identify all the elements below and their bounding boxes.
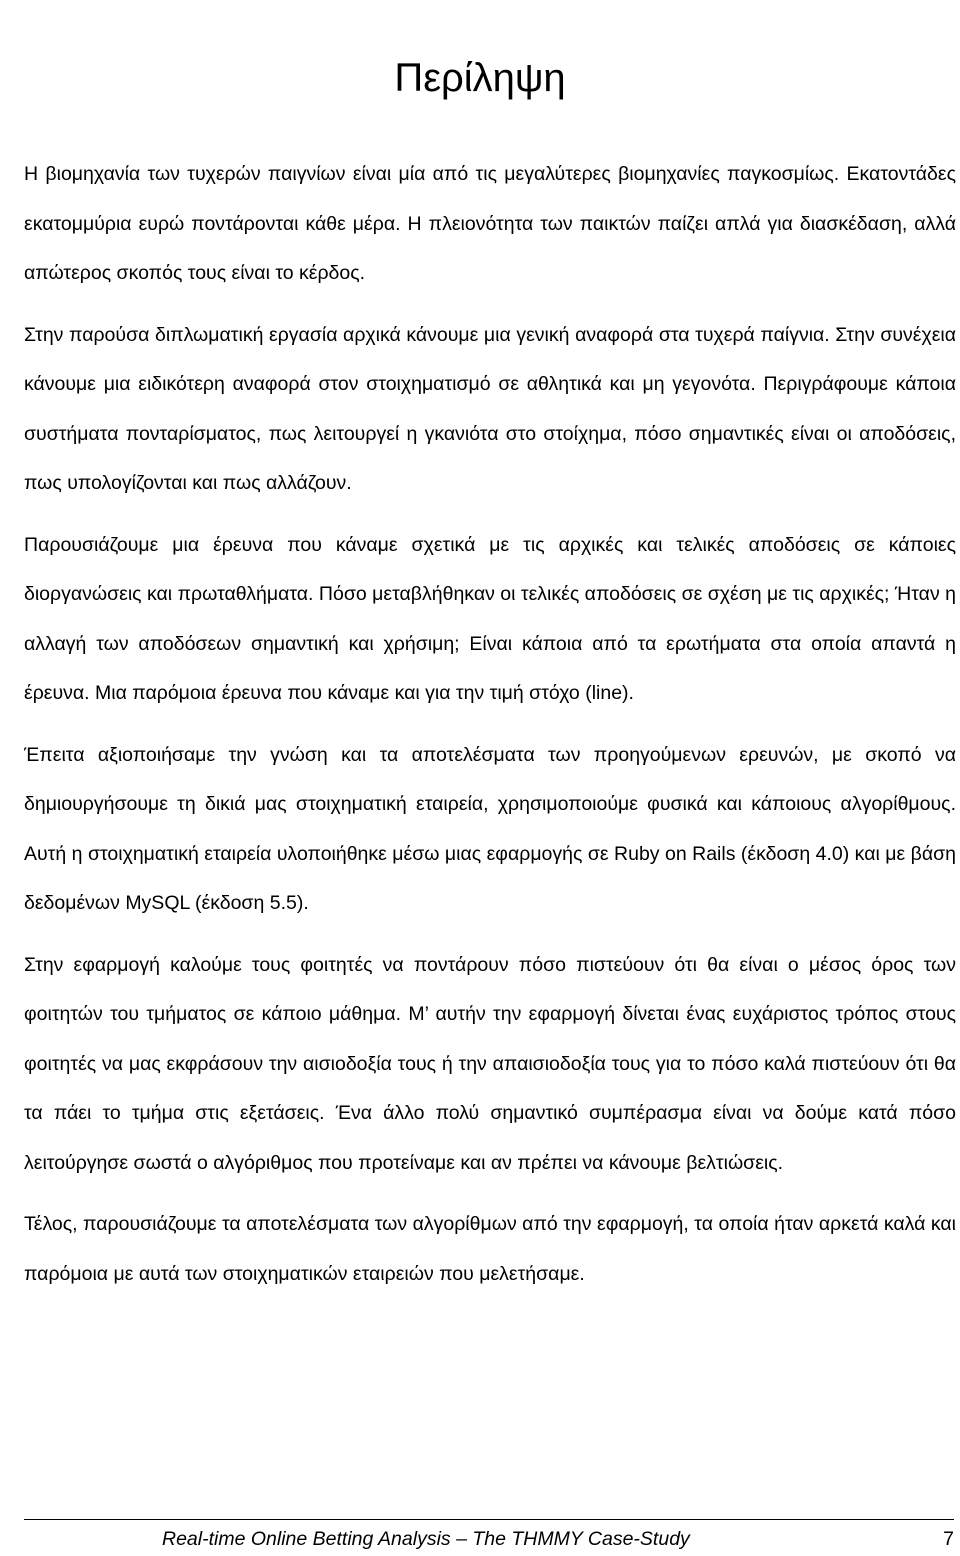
footer-divider (24, 1519, 954, 1520)
paragraph: Στην παρούσα διπλωματική εργασία αρχικά κάνουμε μια γενική αναφορά στα τυχερά παίγνια. Στην συνέχεια κάνουμε μια ειδικότερη αναφορά στον στοιχηματισμό σε αθλητικά και μη γεγονότα. Περιγράφουμε κάποια συστήματα πονταρίσματος, πως λειτουργεί η γκανιότα στο στοίχημα, πόσο σημαντικές είναι οι αποδόσεις, πως υπολογίζονται και πως αλλάζουν. (24, 323, 956, 494)
paragraph: Τέλος, παρουσιάζουμε τα αποτελέσματα των αλγορίθμων από την εφαρμογή, τα οποία ήταν αρκετά καλά και παρόμοια με αυτά των στοιχηματικών εταιρειών που μελετήσαμε. (24, 1213, 956, 1285)
page-footer (24, 1524, 954, 1554)
paragraph: Στην εφαρμογή καλούμε τους φοιτητές να ποντάρουν πόσο πιστεύουν ότι θα είναι ο μέσος όρος των φοιτητών του τμήματος σε κάποιο μάθημα. Μ’ αυτήν την εφαρμογή δίνεται ένας ευχάριστος τρόπος στους φοιτητές να μας εκφράσουν την αισιοδοξία τους ή την απαισιοδοξία τους για το πόσο καλά πιστεύουν ότι θα τα πάει το τμήμα στις εξετάσεις. Ένα άλλο πολύ σημαντικό συμπέρασμα είναι να δούμε κατά πόσο λειτούργησε σωστά ο αλγόριθμος που προτείναμε και αν πρέπει να κάνουμε βελτιώσεις. (24, 953, 956, 1174)
page-number: 7 (943, 1528, 954, 1550)
page-title: Περίληψη (394, 56, 566, 100)
paragraph: Η βιομηχανία των τυχερών παιγνίων είναι μία από τις μεγαλύτερες βιομηχανίες παγκοσμίως. Εκατοντάδες εκατομμύρια ευρώ ποντάρονται κάθε μέρα. Η πλειονότητα των παικτών παίζει απλά για διασκέδαση, αλλά απώτερος σκοπός τους είναι το κέρδος. (24, 163, 956, 284)
paragraph: Παρουσιάζουμε μια έρευνα που κάναμε σχετικά με τις αρχικές και τελικές αποδόσεις σε κάποιες διοργανώσεις και πρωταθλήματα. Πόσο μεταβλήθηκαν οι τελικές αποδόσεις σε σχέση με τις αρχικές; Ήταν η αλλαγή των αποδόσεων σημαντική και χρήσιμη; Είναι κάποια από τα ερωτήματα στα οποία απαντά η έρευνα. Μια παρόμοια έρευνα που κάναμε και για την τιμή στόχο (line). (24, 533, 956, 704)
paragraph: Έπειτα αξιοποιήσαμε την γνώση και τα αποτελέσματα των προηγούμενων ερευνών, με σκοπό να δημιουργήσουμε τη δικιά μας στοιχηματική εταιρεία, χρησιμοποιούμε φυσικά και κάποιους αλγορίθμους. Αυτή η στοιχηματική εταιρεία υλοποιήθηκε μέσω μιας εφαρμογής σε Ruby on Rails (έκδοση 4.0) και με βάση δεδομένων MySQL (έκδοση 5.5). (24, 743, 956, 914)
abstract-body (24, 150, 956, 1311)
footer-running-title: Real-time Online Betting Analysis – The THMMY Case-Study (162, 1528, 690, 1550)
